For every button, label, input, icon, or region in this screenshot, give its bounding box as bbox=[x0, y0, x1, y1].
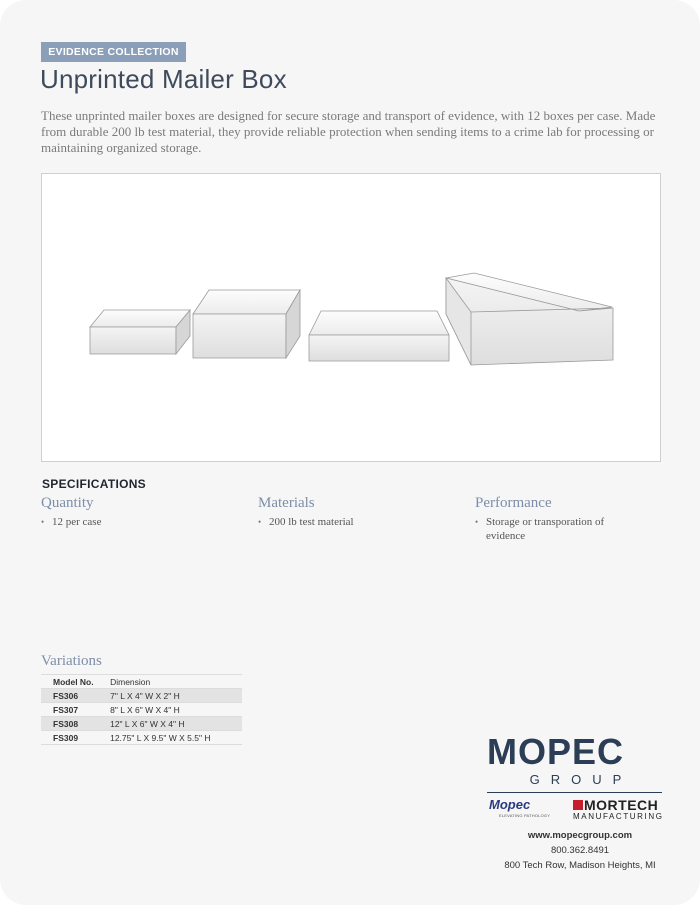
mopec-group-logo bbox=[487, 731, 665, 793]
spec-performance-heading: Performance bbox=[475, 495, 552, 511]
product-description: These unprinted mailer boxes are designed for secure storage and transport of evidence, with 12 boxes per case. Made from durable 200 lb test material, they provide reliable protection when sending items to a crime lab for processing or maintaining organized storage. bbox=[41, 108, 656, 155]
dimension-cell: 8" L X 6" W X 4" H bbox=[110, 704, 180, 715]
mopec-sub-logo: Mopec bbox=[489, 797, 531, 812]
phone-number: 800.362.8491 bbox=[550, 845, 610, 856]
spec-materials-item: • 200 lb test material bbox=[258, 515, 448, 529]
box-fs308 bbox=[309, 311, 449, 361]
table-row bbox=[41, 717, 242, 731]
column-header-model: Model No. bbox=[53, 676, 94, 687]
box-fs309 bbox=[446, 273, 613, 365]
dimension-cell: 7" L X 4" W X 2" H bbox=[110, 689, 242, 703]
box-fs307 bbox=[193, 290, 300, 358]
website-link[interactable]: www.mopecgroup.com bbox=[527, 830, 633, 841]
mortech-logo-word: MORTECH bbox=[584, 797, 659, 813]
variations-heading: Variations bbox=[41, 653, 102, 669]
specifications-heading: SPECIFICATIONS bbox=[42, 477, 146, 491]
product-photo bbox=[41, 173, 661, 462]
mailer-boxes-image bbox=[42, 174, 660, 461]
model-cell: FS308 bbox=[41, 717, 110, 731]
spec-quantity-heading: Quantity bbox=[41, 495, 94, 511]
model-cell: FS309 bbox=[53, 732, 79, 743]
dimension-cell: 12" L X 6" W X 4" H bbox=[110, 717, 242, 731]
table-row bbox=[41, 731, 242, 745]
table-row bbox=[41, 689, 242, 703]
page-title: Unprinted Mailer Box bbox=[40, 64, 287, 94]
contact-block bbox=[496, 828, 664, 873]
model-cell: FS306 bbox=[41, 689, 110, 703]
mopec-logo-sub: GROUP bbox=[529, 772, 633, 787]
spec-quantity-item: • 12 per case bbox=[41, 515, 231, 529]
logo-divider bbox=[487, 792, 662, 793]
mortech-square-icon bbox=[573, 800, 583, 810]
category-tag: EVIDENCE COLLECTION bbox=[41, 42, 186, 62]
table-row bbox=[41, 703, 242, 717]
box-fs306 bbox=[90, 310, 190, 354]
mopec-logo-word: MOPEC bbox=[487, 731, 625, 772]
sub-brand-logos bbox=[489, 797, 665, 823]
spec-performance bbox=[475, 495, 635, 543]
mopec-sub-tagline: ELEVATING PATHOLOGY bbox=[499, 813, 551, 818]
spec-performance-item: • Storage or transporation of evidence bbox=[475, 515, 635, 543]
mortech-logo-sub: MANUFACTURING bbox=[573, 812, 664, 821]
spec-materials-heading: Materials bbox=[258, 495, 315, 511]
variations-header-row bbox=[41, 675, 242, 689]
variations-table bbox=[41, 674, 242, 745]
model-cell: FS307 bbox=[53, 704, 79, 715]
spec-quantity bbox=[41, 495, 231, 529]
column-header-dimension: Dimension bbox=[110, 676, 151, 687]
mortech-logo bbox=[573, 797, 658, 813]
spec-materials bbox=[258, 495, 448, 529]
dimension-cell: 12.75" L X 9.5" W X 5.5" H bbox=[110, 732, 211, 743]
address: 800 Tech Row, Madison Heights, MI bbox=[504, 860, 656, 871]
